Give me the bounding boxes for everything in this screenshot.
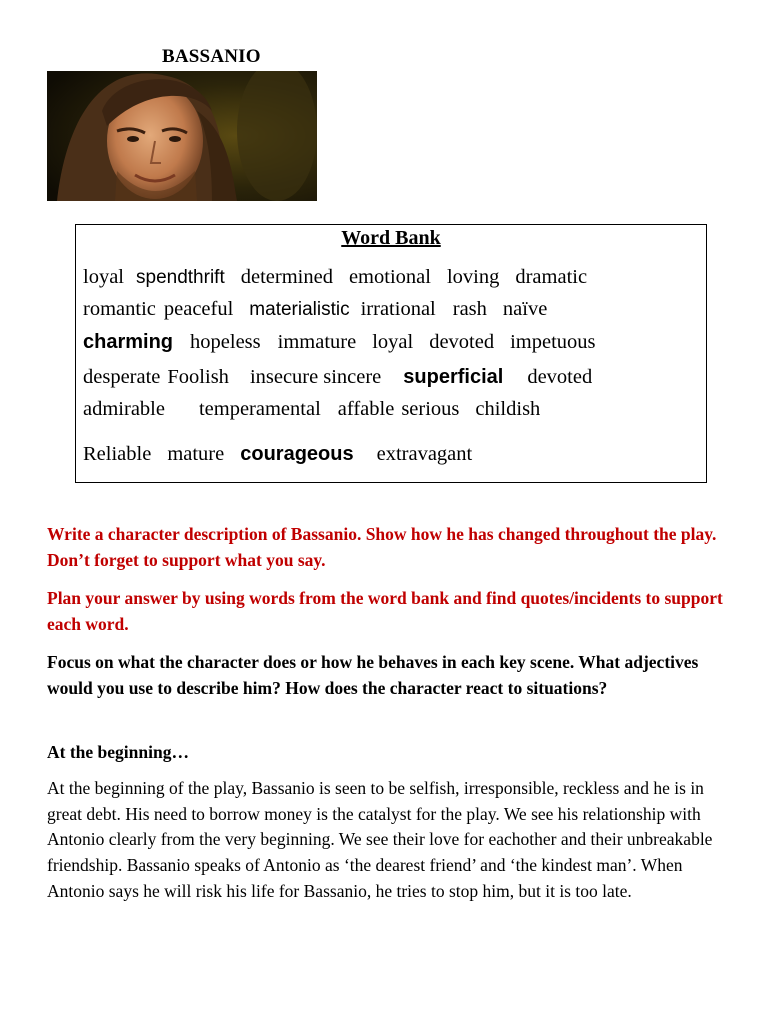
word-bank-word: sincere (323, 366, 382, 388)
word-bank-word: loving (446, 266, 500, 288)
page-title: BASSANIO (162, 46, 261, 67)
word-bank-word: Reliable (83, 443, 152, 465)
word-bank-line-2 (83, 298, 547, 321)
word-bank-word: affable (337, 398, 395, 420)
section-body: At the beginning of the play, Bassanio is seen to be selfish, irresponsible, reckless and he is in great debt. His need to borrow money is the catalyst for the play. We see his relationship with Antonio clearly from the very beginning. We see their love for eachother and their unbreakable friendship. Bassanio speaks of Antonio as ‘the dearest friend’ and ‘the kindest man’. When Antonio says he will risk his life for Bassanio, he tries to stop him, but it is too late. (47, 778, 713, 901)
word-bank-word: mature (167, 443, 225, 465)
focus-instruction: Focus on what the character does or how he behaves in each key scene. What adjectives would you use to describe him? How does the character react to situations? (47, 652, 699, 698)
word-bank-word: peaceful (163, 298, 234, 320)
plan-instruction: Plan your answer by using words from the word bank and find quotes/incidents to support each word. (47, 588, 723, 634)
word-bank-line-4 (83, 366, 592, 389)
word-bank-word: spendthrift (136, 267, 225, 288)
task-instruction: Write a character description of Bassanio. Show how he has changed throughout the play. Don’t forget to support what you say. (47, 524, 717, 570)
section-heading: At the beginning… (47, 742, 189, 762)
word-bank-word: Foolish (167, 366, 229, 388)
word-bank-word: naïve (502, 298, 548, 320)
word-bank-word: devoted (527, 366, 593, 388)
word-bank-line-3 (83, 331, 596, 354)
word-bank-word: courageous (240, 443, 354, 465)
word-bank-word: charming (83, 331, 174, 353)
word-bank-word: insecure (249, 366, 319, 388)
word-bank-word: hopeless (190, 331, 261, 353)
word-bank-word: superficial (403, 366, 504, 388)
word-bank-word: rash (452, 298, 487, 320)
word-bank-word: temperamental (198, 398, 321, 420)
word-bank-word: romantic (83, 298, 156, 320)
word-bank-word: admirable (83, 398, 165, 420)
word-bank-word: loyal (83, 266, 124, 288)
word-bank-word: emotional (348, 266, 431, 288)
word-bank-word: childish (475, 398, 541, 420)
word-bank-word: impetuous (510, 331, 596, 353)
word-bank-word: serious (401, 398, 460, 420)
portrait-icon (47, 71, 317, 201)
word-bank-word: dramatic (515, 266, 588, 288)
word-bank-word: loyal (372, 331, 414, 353)
word-bank-line-6 (83, 443, 472, 466)
word-bank-word: determined (240, 266, 333, 288)
word-bank-box (75, 224, 707, 483)
word-bank-heading: Word Bank (341, 227, 441, 249)
word-bank-word: irrational (360, 298, 436, 320)
word-bank-word: desperate (83, 366, 161, 388)
word-bank-word: immature (277, 331, 357, 353)
word-bank-line-5 (83, 398, 540, 421)
word-bank-word: extravagant (376, 443, 473, 465)
word-bank-word: materialistic (249, 299, 350, 320)
word-bank-line-1 (83, 266, 587, 289)
bassanio-portrait-image (47, 71, 317, 201)
word-bank-word: devoted (429, 331, 495, 353)
